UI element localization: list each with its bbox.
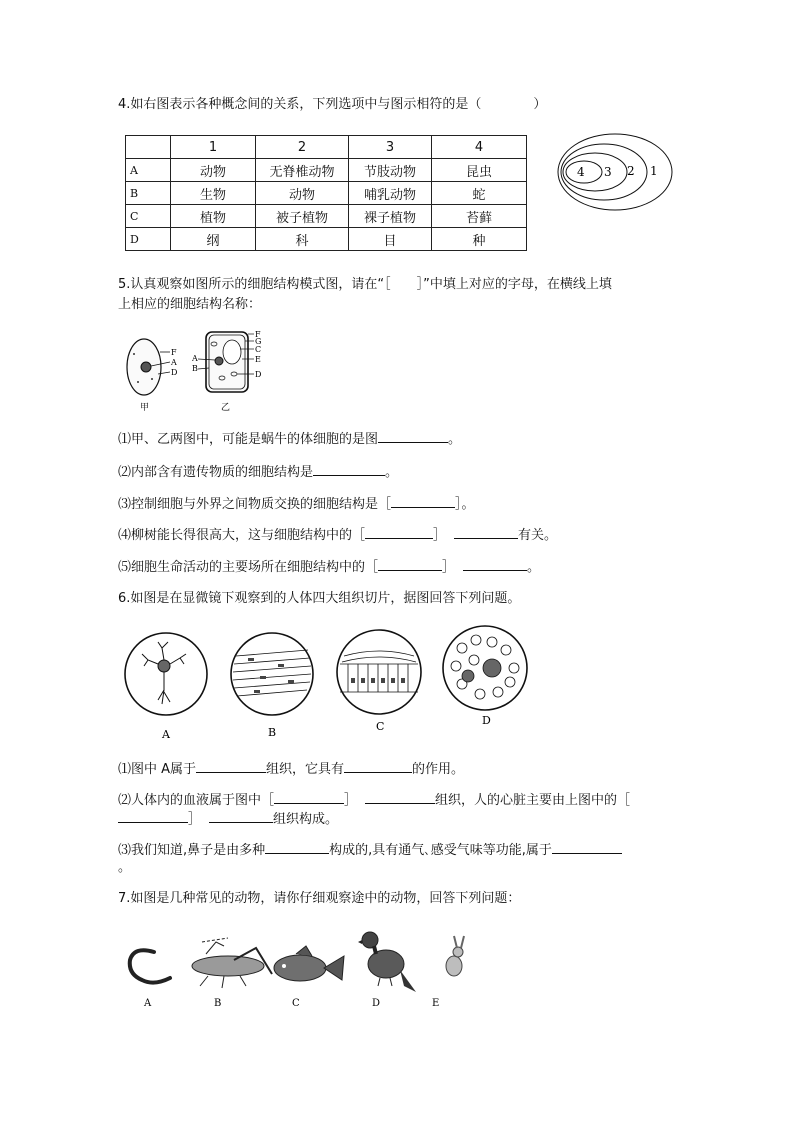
table-row: [126, 228, 527, 251]
table-cell: A: [126, 159, 171, 182]
nerve-tissue-figure: [122, 630, 212, 742]
q4-text: 4.如右图表示各种概念间的关系，下列选项中与图示相符的是（ ）: [118, 97, 547, 112]
table-cell: 3: [349, 136, 432, 159]
cell-label: F: [255, 330, 261, 339]
q7-text: 7.如图是几种常见的动物，请你仔细观察途中的动物，回答下列问题：: [118, 891, 521, 906]
cell-label: D: [171, 368, 178, 377]
cell-label: B: [192, 364, 198, 373]
tissue-label: B: [268, 726, 277, 739]
animal-label: A: [144, 998, 152, 1009]
venn-label: 4: [577, 165, 585, 179]
q6-text: 6.如图是在显微镜下观察到的人体四大组织切片，据图回答下列问题。: [118, 591, 521, 606]
question-text: ］: [433, 528, 447, 543]
question-text: 组织构成。: [273, 812, 339, 827]
answer-blank[interactable]: [552, 841, 622, 854]
question-text: ⑴甲、乙两图中，可能是蜗牛的体细胞的是图: [118, 432, 379, 447]
answer-blank[interactable]: [378, 430, 448, 443]
table-cell: 种: [432, 228, 527, 251]
table-header-row: [126, 136, 527, 159]
question-text: ⑶我们知道,鼻子是由多种: [118, 843, 266, 858]
animal-cell-figure: [122, 334, 192, 414]
table-row: [126, 159, 527, 182]
tissue-label: C: [376, 720, 385, 733]
question-text: 构成的,具有通气､感受气味等功能,属于: [329, 843, 552, 858]
table-cell: 节肢动物: [349, 159, 432, 182]
question-text: 。: [448, 432, 462, 447]
question-text: 组织，人的心脏主要由上图中的［: [435, 793, 631, 808]
answer-blank[interactable]: [265, 841, 329, 854]
earthworm-icon: [130, 950, 170, 982]
table-cell: 哺乳动物: [349, 182, 432, 205]
table-cell: B: [126, 182, 171, 205]
cell-label: F: [171, 348, 177, 357]
animal-label: D: [372, 998, 381, 1009]
fish-icon: [274, 946, 344, 981]
epithelial-tissue-figure: [334, 626, 426, 736]
table-cell: 2: [256, 136, 349, 159]
question-text: ⑵内部含有遗传物质的细胞结构是: [118, 465, 314, 480]
answer-blank[interactable]: [118, 810, 188, 823]
answer-blank[interactable]: [365, 791, 435, 804]
table-cell: 4: [432, 136, 527, 159]
table-cell: 被子植物: [256, 205, 349, 228]
table-cell: 科: [256, 228, 349, 251]
connective-tissue-figure: [440, 624, 532, 730]
animal-label: E: [432, 998, 440, 1009]
q5-sub2: [118, 463, 678, 482]
answer-blank[interactable]: [196, 760, 266, 773]
cell-label: D: [255, 370, 262, 379]
muscle-tissue-figure: [228, 630, 318, 740]
q6-sub3: [118, 841, 678, 860]
table-cell: [126, 136, 171, 159]
answer-blank[interactable]: [454, 526, 518, 539]
figure-label-jia: 甲: [140, 403, 150, 413]
table-cell: 苔藓: [432, 205, 527, 228]
figure-label-yi: 乙: [221, 403, 231, 413]
cell-label: A: [192, 354, 198, 363]
table-cell: 动物: [256, 182, 349, 205]
animal-label: B: [214, 998, 222, 1009]
question-text: 。: [385, 465, 399, 480]
question-text: 组织，它具有: [266, 762, 345, 777]
tissue-label: A: [162, 728, 170, 741]
q5-line1: 5.认真观察如图所示的细胞结构模式图，请在“［ ］”中填上对应的字母，在横线上填: [118, 277, 612, 292]
question-text: 有关。: [518, 528, 558, 543]
q6-sub2-line1: [118, 791, 678, 810]
rabbit-icon: [446, 936, 464, 976]
answer-blank[interactable]: [391, 495, 455, 508]
table-cell: 目: [349, 228, 432, 251]
table-cell: 动物: [171, 159, 256, 182]
venn-label: 2: [627, 164, 635, 178]
answer-blank[interactable]: [209, 810, 273, 823]
question-text: ⑸细胞生命活动的主要场所在细胞结构中的［: [118, 560, 379, 575]
answer-blank[interactable]: [463, 558, 527, 571]
cell-label: E: [255, 355, 261, 364]
tissue-label: D: [482, 714, 491, 727]
q5-line2: 上相应的细胞结构名称：: [118, 297, 262, 312]
table-row: [126, 182, 527, 205]
q5-sub3: [118, 495, 678, 514]
answer-blank[interactable]: [378, 558, 442, 571]
table-cell: 纲: [171, 228, 256, 251]
answer-blank[interactable]: [344, 760, 412, 773]
table-cell: 裸子植物: [349, 205, 432, 228]
animals-figure: [124, 924, 484, 1016]
plant-cell-figure: [192, 328, 272, 414]
table-cell: 生物: [171, 182, 256, 205]
question-text: 。: [527, 560, 541, 575]
table-cell: 无脊椎动物: [256, 159, 349, 182]
animal-label: C: [292, 998, 300, 1009]
question-text: ］: [344, 793, 358, 808]
q4-options-table: [125, 135, 527, 251]
answer-blank[interactable]: [313, 463, 385, 476]
question-text: ⑵人体内的血液属于图中［: [118, 793, 275, 808]
question-text: ］: [442, 560, 456, 575]
q5-sub4: [118, 526, 678, 545]
answer-blank[interactable]: [274, 791, 344, 804]
question-text: ⑷柳树能长得很高大，这与细胞结构中的［: [118, 528, 366, 543]
q6-sub3-end: 。: [118, 860, 132, 875]
table-cell: 植物: [171, 205, 256, 228]
table-row: [126, 205, 527, 228]
venn-label: 1: [650, 164, 658, 178]
question-text: ］: [188, 812, 202, 827]
question-text: ］。: [455, 497, 475, 512]
table-cell: D: [126, 228, 171, 251]
table-cell: 1: [171, 136, 256, 159]
q6-sub2-line2: [118, 810, 678, 829]
pigeon-icon: [358, 932, 416, 992]
question-text: 的作用。: [412, 762, 465, 777]
cell-label: A: [171, 358, 177, 367]
q5-sub1: [118, 430, 678, 449]
table-cell: C: [126, 205, 171, 228]
cell-label: G: [255, 337, 262, 346]
table-cell: 蛇: [432, 182, 527, 205]
table-cell: 昆虫: [432, 159, 527, 182]
q5-sub5: [118, 558, 678, 577]
cell-label: C: [255, 345, 262, 354]
grasshopper-icon: [192, 938, 272, 988]
venn-label: 3: [604, 165, 612, 179]
question-text: ⑶控制细胞与外界之间物质交换的细胞结构是［: [118, 497, 392, 512]
question-text: ⑴图中 A属于: [118, 762, 197, 777]
q6-sub1: [118, 760, 678, 779]
q4-venn-diagram: [556, 132, 676, 214]
answer-blank[interactable]: [365, 526, 433, 539]
